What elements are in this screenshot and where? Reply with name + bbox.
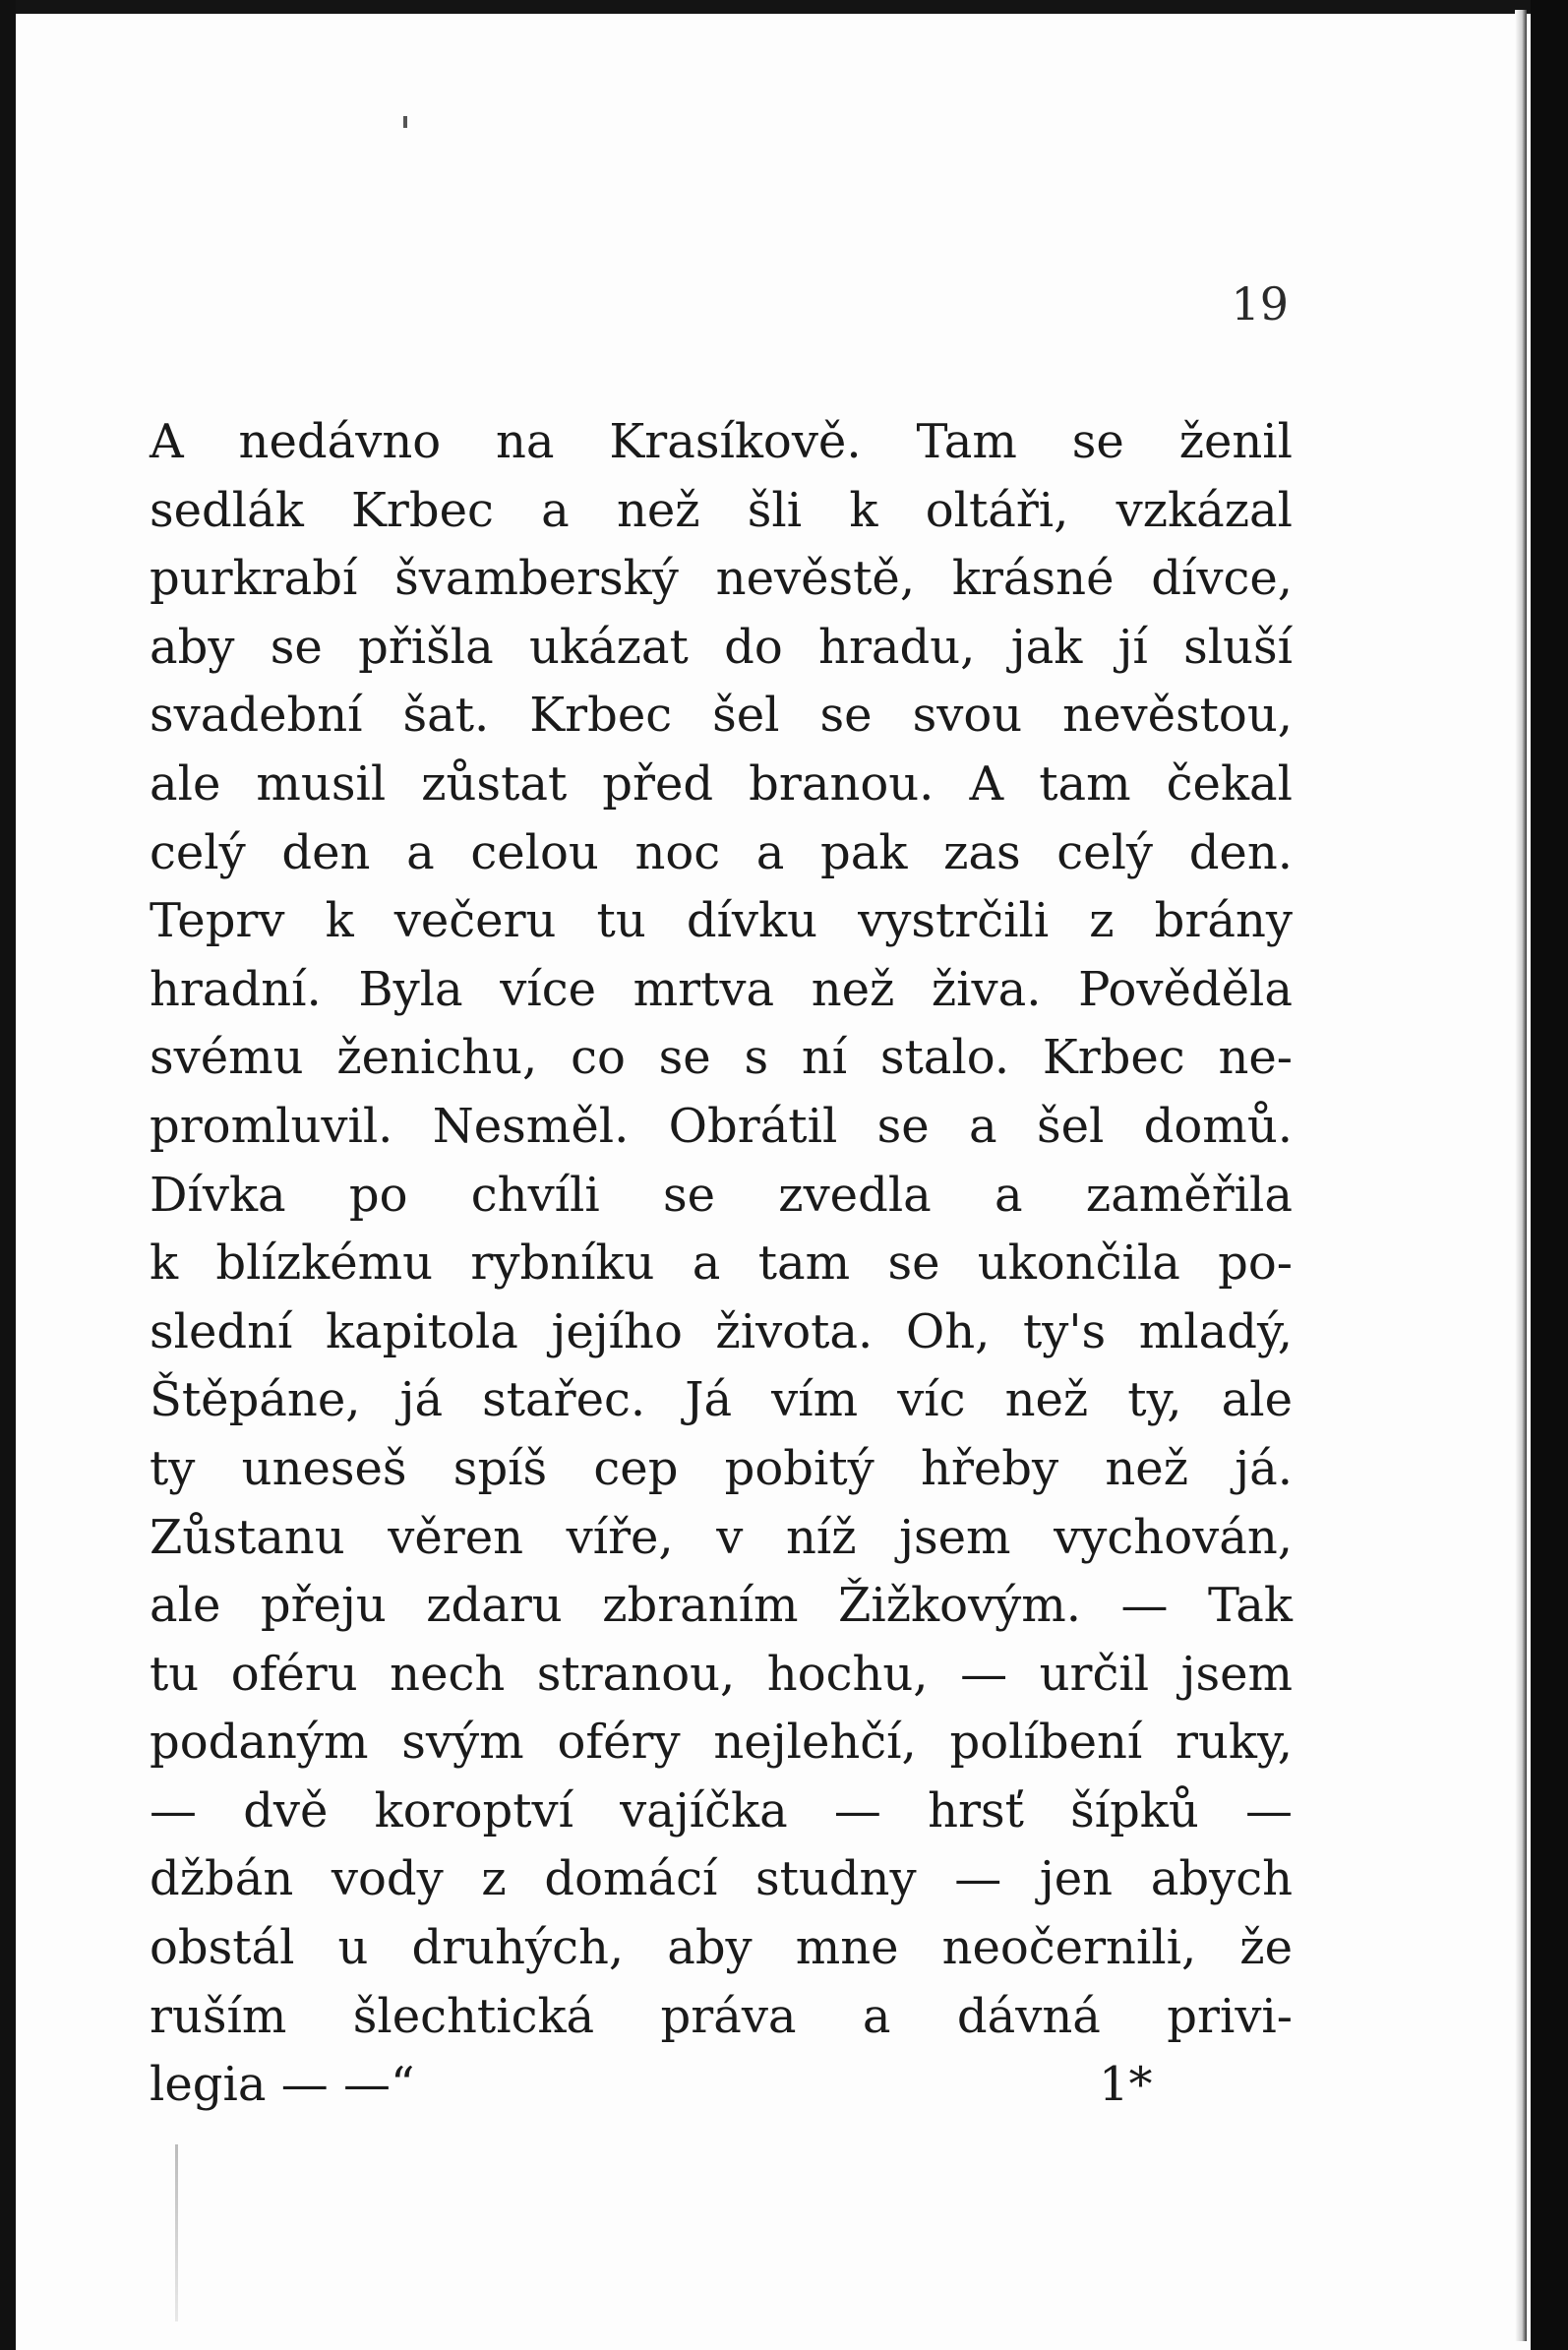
body-text: [150, 408, 1293, 2120]
page-number: 19: [1231, 277, 1289, 331]
text-line: slední kapitola jejího života. Oh, ty's mladý,: [150, 1303, 1293, 1359]
text-line: promluvil. Nesměl. Obrátil se a šel domů.: [150, 1098, 1293, 1154]
scan-faint-mark: [175, 2144, 178, 2321]
text-line: ale musil zůstat před branou. A tam čekal: [150, 755, 1293, 812]
text-line: — dvě koroptví vajíčka — hrsť šípků —: [150, 1782, 1293, 1838]
final-line-text: legia — —“: [150, 2057, 415, 2113]
text-line: obstál u druhých, aby mne neočernili, že: [150, 1920, 1293, 1976]
text-line: A nedávno na Krasíkově. Tam se ženil: [150, 414, 1293, 469]
text-line: celý den a celou noc a pak zas celý den.: [150, 824, 1293, 880]
signature-mark: 1*: [1099, 2057, 1153, 2113]
text-line: Teprv k večeru tu dívku vystrčili z brány: [150, 893, 1293, 949]
scan-edge-left: [0, 0, 16, 2350]
text-line: hradní. Byla více mrtva než živa. Pověděla: [150, 961, 1293, 1017]
text-line: purkrabí švamberský nevěstě, krásné dívce,: [150, 551, 1293, 607]
text-line: ruším šlechtická práva a dávná privi-: [150, 1988, 1293, 2044]
text-line: svému ženichu, co se s ní stalo. Krbec ne-: [150, 1030, 1293, 1086]
text-line: Zůstanu věren víře, v níž jsem vychován,: [150, 1509, 1293, 1565]
text-line: aby se přišla ukázat do hradu, jak jí sluší: [150, 619, 1293, 675]
text-line: ale přeju zdaru zbraním Žižkovým. — Tak: [150, 1578, 1293, 1634]
scan-edge-top: [0, 0, 1568, 14]
text-line: sedlák Krbec a než šli k oltáři, vzkázal: [150, 482, 1293, 538]
text-line: ty uneseš spíš cep pobitý hřeby než já.: [150, 1440, 1293, 1496]
text-line: k blízkému rybníku a tam se ukončila po-: [150, 1235, 1293, 1292]
text-line-final: [150, 2051, 1293, 2120]
text-line: tu oféru nech stranou, hochu, — určil jsem: [150, 1646, 1293, 1702]
text-line: Štěpáne, já stařec. Já vím víc než ty, ale: [150, 1372, 1293, 1428]
page-edge-shadow: [1515, 10, 1527, 2341]
text-line: Dívka po chvíli se zvedla a zaměřila: [150, 1167, 1293, 1223]
text-line: svadební šat. Krbec šel se svou nevěstou,: [150, 688, 1293, 744]
text-line: džbán vody z domácí studny — jen abych: [150, 1851, 1293, 1907]
scan-speck: [403, 116, 407, 128]
scan-edge-right: [1531, 0, 1568, 2350]
text-line: podaným svým oféry nejlehčí, políbení ruky,: [150, 1715, 1293, 1771]
